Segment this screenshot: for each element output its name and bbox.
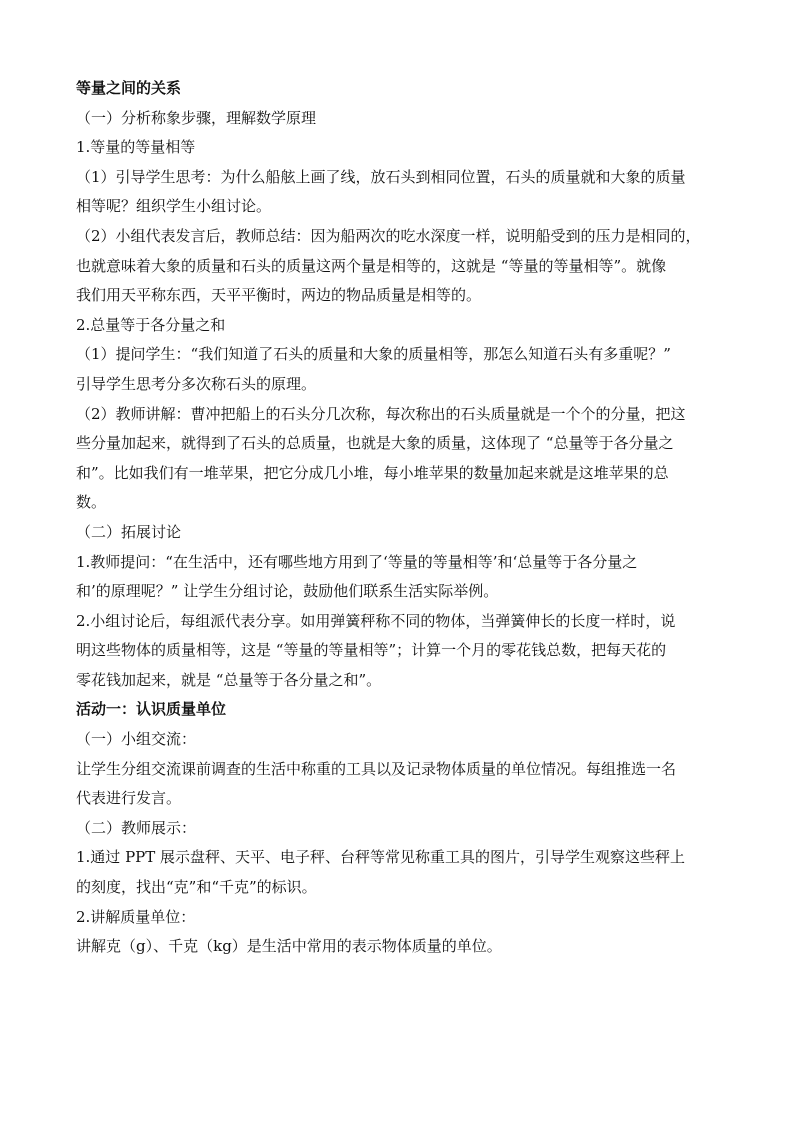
text-line: 1.通过 PPT 展示盘秤、天平、电子秤、台秤等常见称重工具的图片，引导学生观察这些秤上 <box>76 848 686 867</box>
text-line: 讲解克（g）、千克（kg）是生活中常用的表示物体质量的单位。 <box>76 937 502 956</box>
text-line: 和’的原理呢？” 让学生分组讨论，鼓励他们联系生活实际举例。 <box>76 582 499 601</box>
text-line: 也就意味着大象的质量和石头的质量这两个量是相等的，这就是 “等量的等量相等”。就像 <box>76 256 667 275</box>
text-line: 让学生分组交流课前调查的生活中称重的工具以及记录物体质量的单位情况。每组推选一名 <box>76 759 677 778</box>
text-line: 数。 <box>76 493 107 512</box>
text-line: 些分量加起来，就得到了石头的总质量，也就是大象的质量，这体现了 “总量等于各分量之 <box>76 434 674 453</box>
text-line: 和”。比如我们有一堆苹果，把它分成几小堆，每小堆苹果的数量加起来就是这堆苹果的总 <box>76 463 669 482</box>
text-line: （1）引导学生思考：为什么船舷上画了线，放石头到相同位置，石头的质量就和大象的质量 <box>76 167 686 186</box>
text-line: （二）拓展讨论 <box>76 522 182 541</box>
text-line: （2）教师讲解：曹冲把船上的石头分几次称，每次称出的石头质量就是一个个的分量，把这 <box>76 404 686 423</box>
text-line: 零花钱加起来，就是 “总量等于各分量之和”。 <box>76 670 382 689</box>
text-line: 的刻度，找出“克”和“千克”的标识。 <box>76 878 317 897</box>
text-line: 相等呢？组织学生小组讨论。 <box>76 197 272 216</box>
text-line: 2.总量等于各分量之和 <box>76 315 226 334</box>
text-line: 2.讲解质量单位： <box>76 907 196 926</box>
text-line: 1.教师提问：“在生活中，还有哪些地方用到了‘等量的等量相等’和‘总量等于各分量之 <box>76 552 638 571</box>
text-line: 代表进行发言。 <box>76 789 182 808</box>
text-line: （二）教师展示： <box>76 818 197 837</box>
text-line: 明这些物体的质量相等，这是 “等量的等量相等”；计算一个月的零花钱总数，把每天花的 <box>76 641 667 660</box>
text-line: 2.小组讨论后，每组派代表分享。如用弹簧秤称不同的物体，当弹簧伸长的长度一样时，说 <box>76 611 676 630</box>
text-line: （一）小组交流： <box>76 730 197 749</box>
section-heading: 活动一：认识质量单位 <box>76 700 227 719</box>
text-line: （1）提问学生：“我们知道了石头的质量和大象的质量相等，那怎么知道石头有多重呢？” <box>76 345 671 364</box>
document-page <box>76 74 720 962</box>
text-line: 我们用天平称东西，天平平衡时，两边的物品质量是相等的。 <box>76 286 482 305</box>
section-heading: 等量之间的关系 <box>76 79 182 97</box>
text-line: 引导学生思考分多次称石头的原理。 <box>76 374 317 393</box>
text-line: （一）分析称象步骤，理解数学原理 <box>76 108 317 127</box>
text-line: （2）小组代表发言后，教师总结：因为船两次的吃水深度一样，说明船受到的压力是相同的， <box>76 226 701 245</box>
text-line: 1.等量的等量相等 <box>76 138 196 157</box>
